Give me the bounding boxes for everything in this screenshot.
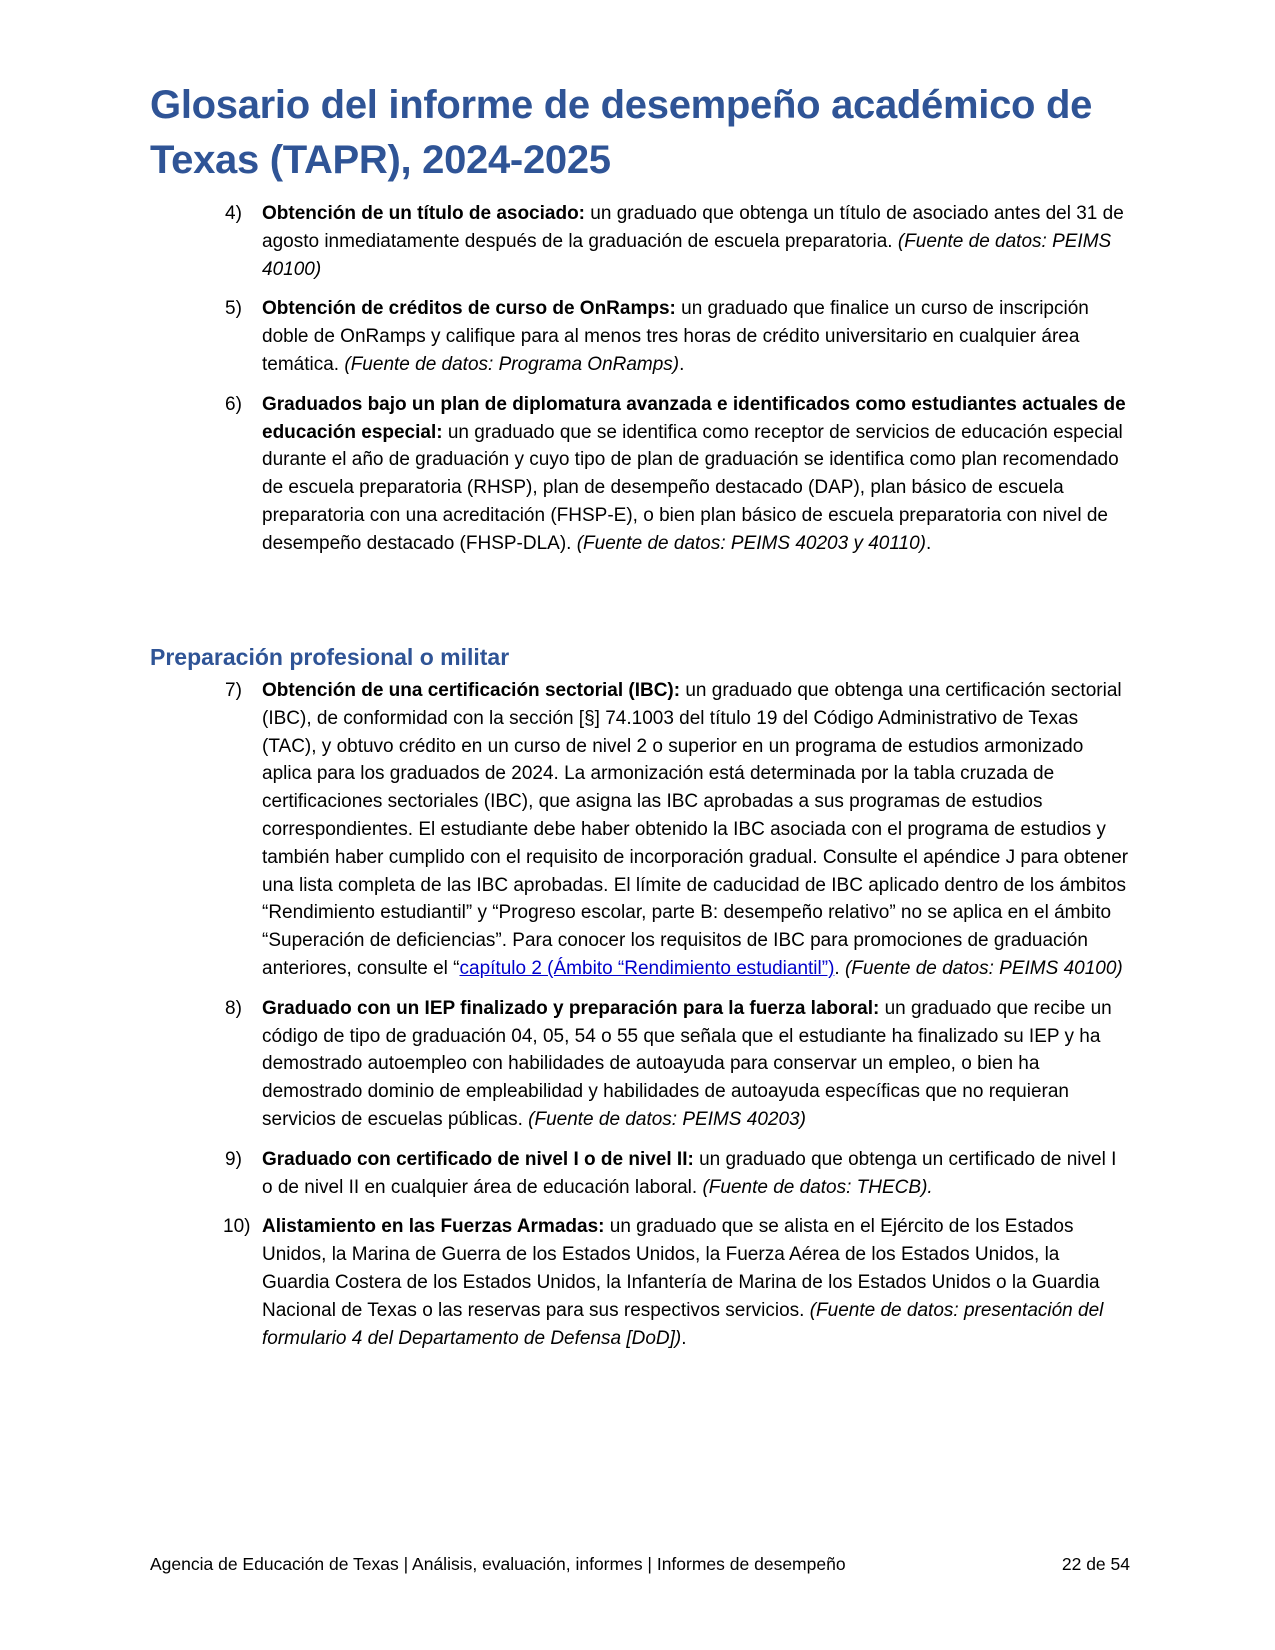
item-number: 4) [225, 203, 242, 224]
item-definition: un graduado que recibe un código de tipo de graduación 04, 05, 54 o 55 que señala que el estudiante ha finalizado su IEP y ha demostrado autoempleo con habilidades de autoayuda para conservar un empleo, o bien ha demostrado dominio de empleabilidad y habilidades de autoayuda específicas que no requieran servicios de escuelas públicas. [262, 997, 1112, 1130]
item-source: (Fuente de datos: PEIMS 40100) [844, 957, 1123, 979]
footer-text: Agencia de Educación de Texas | Análisis, evaluación, informes | Informes de desempeño [150, 1554, 846, 1574]
item-number: 7) [225, 680, 242, 701]
item-source: (Fuente de datos: PEIMS 40100) [262, 230, 1112, 280]
glossary-item [225, 200, 1130, 283]
item-number: 9) [225, 1148, 242, 1170]
item-source: (Fuente de datos: Programa OnRamps) [344, 353, 680, 375]
item-source: (Fuente de datos: THECB). [702, 1176, 933, 1198]
item-after-link: . [834, 957, 845, 979]
glossary-item [225, 1213, 1130, 1352]
glossary-list-section-2 [225, 677, 1130, 1364]
glossary-item [225, 995, 1130, 1134]
item-trailing: . [681, 1327, 687, 1349]
item-definition: un graduado que obtenga un título de asociado antes del 31 de agosto inmediatamente después de la graduación de escuela preparatoria. [262, 203, 1124, 252]
page-footer [150, 1554, 1130, 1575]
item-source: (Fuente de datos: PEIMS 40203) [528, 1108, 806, 1130]
glossary-item [225, 295, 1130, 378]
glossary-item [225, 391, 1130, 558]
item-number: 6) [225, 393, 242, 415]
chapter-2-link[interactable]: capítulo 2 (Ámbito “Rendimiento estudiantil”) [459, 957, 835, 979]
section-heading: Preparación profesional o militar [150, 644, 510, 670]
item-number: 10) [223, 1216, 251, 1238]
item-source: (Fuente de datos: PEIMS 40203 y 40110) [576, 532, 926, 554]
item-trailing: . [679, 353, 685, 375]
item-trailing: . [925, 532, 932, 554]
glossary-list-section-1 [225, 200, 1130, 570]
item-definition: un graduado que se identifica como receptor de servicios de educación especial durante el año de graduación y cuyo tipo de plan de graduación se identifica como plan recomendado de escuela preparatoria (RHSP), plan de desempeño destacado (DAP), plan básico de escuela preparatoria con una acreditación (FHSP-E), o bien plan básico de escuela preparatoria con nivel de desempeño destacado (FHSP-DLA). [262, 421, 1123, 554]
item-definition: un graduado que obtenga un certificado de nivel I o de nivel II en cualquier área de educación laboral. [262, 1148, 1117, 1198]
item-term: Graduado con un IEP finalizado y preparación para la fuerza laboral: [262, 997, 880, 1019]
item-term: Obtención de una certificación sectorial (IBC): [262, 680, 681, 701]
item-definition: un graduado que obtenga una certificación sectorial (IBC), de conformidad con la sección [§] 74.1003 del título 19 del Código Administrativo de Texas (TAC), y obtuvo crédito en un curso de nivel 2 o superior en un programa de estudios armonizado aplica para los graduados de 2024. La armonización está determinada por la tabla cruzada de certificaciones sectoriales (IBC), que asigna las IBC aprobadas a sus programas de estudios correspondientes. El estudiante debe haber obtenido la IBC asociada con el programa de estudios y también haber cumplido con el requisito de incorporación gradual. Consulte el apéndice J para obtener una lista completa de las IBC aprobadas. El límite de caducidad de IBC aplicado dentro de los ámbitos “Rendimiento estudiantil” y “Progreso escolar, parte B: desempeño relativo” no se aplica en el ámbito “Superación de deficiencias”. Para conocer los requisitos de IBC para promociones de graduación anteriores, consulte el “ [262, 680, 1129, 979]
item-number: 8) [225, 997, 242, 1019]
glossary-item [225, 1146, 1130, 1202]
item-term: Obtención de un título de asociado: [262, 203, 586, 224]
page-title: Glosario del informe de desempeño académico de Texas (TAPR), 2024-2025 [150, 83, 1093, 182]
item-definition: un graduado que se alista en el Ejército de los Estados Unidos, la Marina de Guerra de los Estados Unidos, la Fuerza Aérea de los Estados Unidos, la Guardia Costera de los Estados Unidos, la Infantería de Marina de los Estados Unidos o la Guardia Nacional de Texas o las reservas para sus respectivos servicios. [262, 1216, 1100, 1321]
item-definition: un graduado que finalice un curso de inscripción doble de OnRamps y califique para al menos tres horas de crédito universitario en cualquier área temática. [262, 298, 1089, 375]
glossary-item [225, 677, 1130, 983]
item-number: 5) [225, 298, 242, 320]
page-number: 22 de 54 [1061, 1554, 1130, 1574]
item-term: Graduado con certificado de nivel I o de nivel II: [262, 1148, 694, 1170]
item-source: (Fuente de datos: presentación del formulario 4 del Departamento de Defensa [DoD]) [262, 1299, 1104, 1349]
item-term: Obtención de créditos de curso de OnRamps: [262, 298, 676, 320]
item-term: Graduados bajo un plan de diplomatura avanzada e identificados como estudiantes actuales de educación especial: [262, 393, 1126, 443]
item-term: Alistamiento en las Fuerzas Armadas: [262, 1216, 605, 1238]
